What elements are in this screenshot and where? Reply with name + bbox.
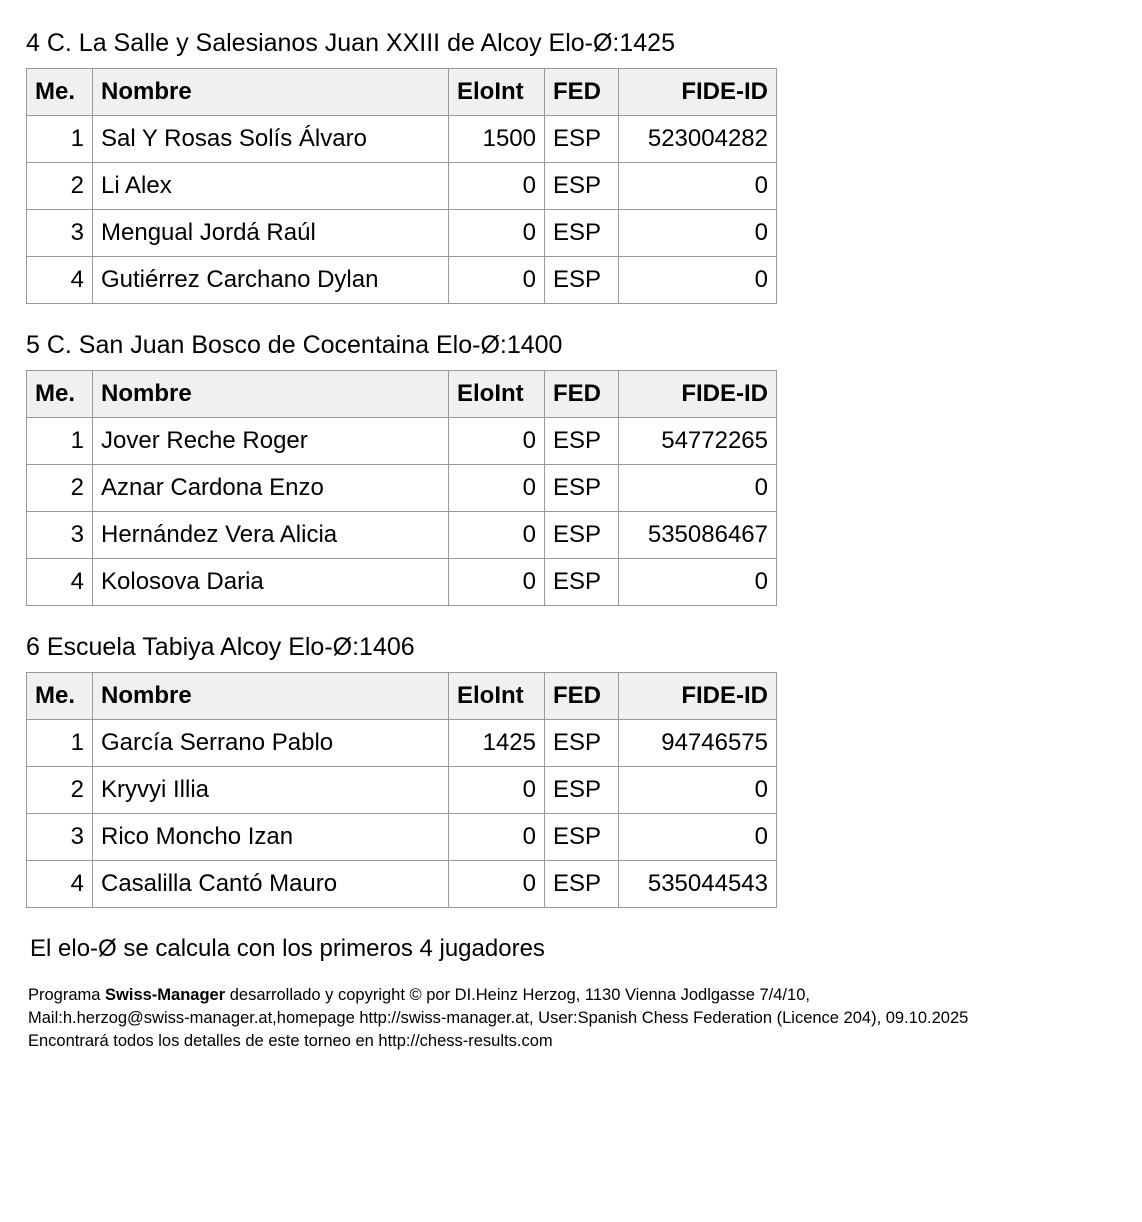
cell-nombre: Sal Y Rosas Solís Álvaro [93,116,449,163]
cell-fideid: 0 [619,257,777,304]
cell-fideid: 0 [619,163,777,210]
cell-fideid: 0 [619,210,777,257]
column-header-fed: FED [545,673,619,720]
elo-average-note: El elo-Ø se calcula con los primeros 4 jugadores [30,935,545,962]
column-header-eloint: EloInt [449,371,545,418]
table-row [27,767,777,814]
cell-fed: ESP [545,257,619,304]
table-row [27,163,777,210]
footer [28,984,1116,1053]
table-row [27,210,777,257]
footer-program-prefix: Programa [28,986,106,1004]
cell-nombre: Kryvyi Illia [93,767,449,814]
team-title: 4 C. La Salle y Salesianos Juan XXIII de Alcoy Elo-Ø:1425 [26,29,675,57]
cell-fideid: 0 [619,465,777,512]
column-header-nombre: Nombre [93,69,449,116]
cell-nombre: Mengual Jordá Raúl [93,210,449,257]
table-row [27,814,777,861]
footer-program-brand: Swiss-Manager [105,986,226,1004]
cell-me: 2 [27,465,93,512]
cell-me: 4 [27,257,93,304]
cell-me: 2 [27,767,93,814]
team-roster-table [26,370,777,606]
cell-nombre: Jover Reche Roger [93,418,449,465]
cell-fideid: 0 [619,559,777,606]
team-block [26,28,1116,304]
table-header-row [27,673,777,720]
cell-eloint: 1500 [449,116,545,163]
column-header-fideid: FIDE-ID [619,69,777,116]
table-row [27,116,777,163]
team-block [26,330,1116,606]
cell-fed: ESP [545,465,619,512]
cell-nombre: Casalilla Cantó Mauro [93,861,449,908]
table-row [27,861,777,908]
cell-eloint: 0 [449,257,545,304]
cell-nombre: Aznar Cardona Enzo [93,465,449,512]
column-header-fed: FED [545,371,619,418]
footer-line-3: Encontrará todos los detalles de este torneo en http://chess-results.com [28,1032,553,1050]
cell-fideid: 94746575 [619,720,777,767]
cell-me: 3 [27,814,93,861]
column-header-eloint: EloInt [449,673,545,720]
cell-me: 4 [27,559,93,606]
cell-fed: ESP [545,559,619,606]
cell-fed: ESP [545,116,619,163]
cell-fed: ESP [545,720,619,767]
table-row [27,257,777,304]
cell-eloint: 0 [449,861,545,908]
cell-eloint: 0 [449,465,545,512]
cell-fideid: 523004282 [619,116,777,163]
cell-me: 3 [27,512,93,559]
cell-eloint: 0 [449,418,545,465]
cell-eloint: 1425 [449,720,545,767]
cell-me: 1 [27,116,93,163]
team-block [26,632,1116,908]
cell-eloint: 0 [449,512,545,559]
cell-fideid: 0 [619,814,777,861]
column-header-me: Me. [27,371,93,418]
cell-fideid: 535086467 [619,512,777,559]
cell-fed: ESP [545,418,619,465]
table-row [27,720,777,767]
cell-fed: ESP [545,861,619,908]
cell-nombre: Rico Moncho Izan [93,814,449,861]
team-roster-table [26,68,777,304]
table-row [27,465,777,512]
cell-fed: ESP [545,767,619,814]
cell-fed: ESP [545,210,619,257]
cell-fed: ESP [545,814,619,861]
cell-eloint: 0 [449,767,545,814]
column-header-me: Me. [27,673,93,720]
table-header-row [27,69,777,116]
table-row [27,559,777,606]
table-row [27,418,777,465]
cell-fideid: 535044543 [619,861,777,908]
cell-eloint: 0 [449,210,545,257]
column-header-me: Me. [27,69,93,116]
column-header-nombre: Nombre [93,673,449,720]
column-header-fed: FED [545,69,619,116]
cell-me: 1 [27,418,93,465]
cell-nombre: Kolosova Daria [93,559,449,606]
team-title: 5 C. San Juan Bosco de Cocentaina Elo-Ø:1400 [26,331,563,359]
column-header-fideid: FIDE-ID [619,371,777,418]
cell-eloint: 0 [449,814,545,861]
cell-eloint: 0 [449,163,545,210]
footer-line-1 [28,984,1116,1007]
footer-line-2: Mail:h.herzog@swiss-manager.at,homepage http://swiss-manager.at, User:Spanish Chess Federation (Licence 204), 09.10.2025 [28,1009,969,1027]
column-header-nombre: Nombre [93,371,449,418]
cell-me: 4 [27,861,93,908]
cell-fed: ESP [545,512,619,559]
column-header-fideid: FIDE-ID [619,673,777,720]
footer-program-suffix: desarrollado y copyright © por DI.Heinz Herzog, 1130 Vienna Jodlgasse 7/4/10, [225,986,810,1004]
cell-me: 1 [27,720,93,767]
cell-fed: ESP [545,163,619,210]
table-header-row [27,371,777,418]
team-title: 6 Escuela Tabiya Alcoy Elo-Ø:1406 [26,633,415,661]
cell-me: 3 [27,210,93,257]
cell-fideid: 54772265 [619,418,777,465]
cell-fideid: 0 [619,767,777,814]
cell-me: 2 [27,163,93,210]
column-header-eloint: EloInt [449,69,545,116]
cell-nombre: Hernández Vera Alicia [93,512,449,559]
cell-nombre: Gutiérrez Carchano Dylan [93,257,449,304]
team-roster-table [26,672,777,908]
table-row [27,512,777,559]
cell-nombre: García Serrano Pablo [93,720,449,767]
cell-eloint: 0 [449,559,545,606]
cell-nombre: Li Alex [93,163,449,210]
